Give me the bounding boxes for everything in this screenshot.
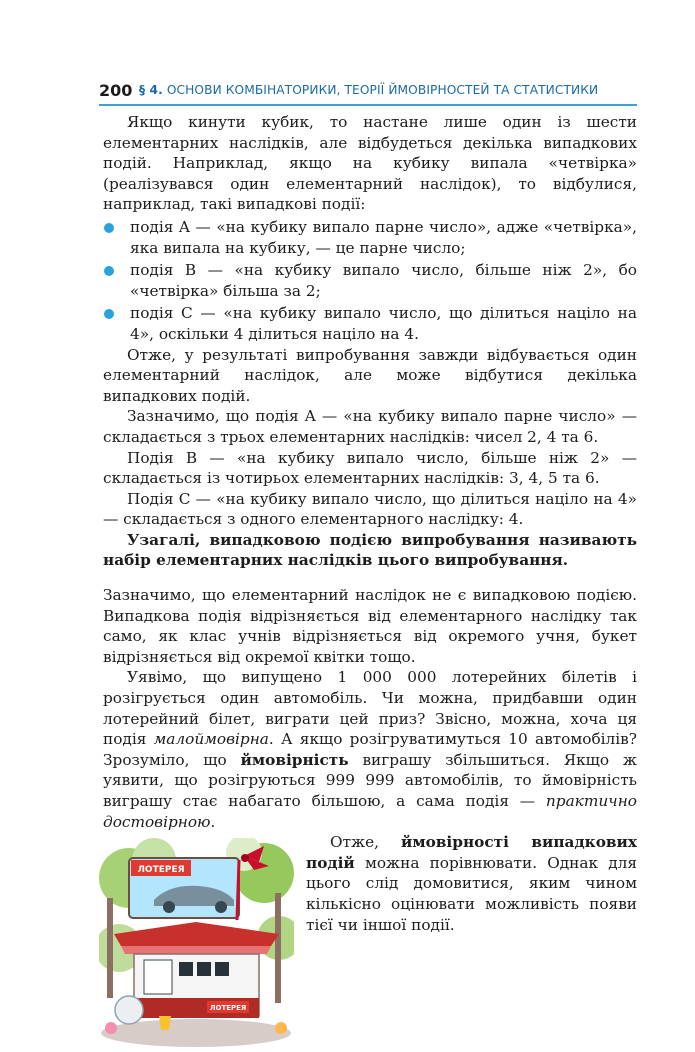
paragraph: Зазначимо, що елементарний наслідок не є випадковою подією. Випадкова подія відрізняється від елементарного наслідку так само, як клас учнів відрізняється від окремого учня, букет відрізняється від окремої квітки тощо. <box>103 586 637 666</box>
emphasis: малоймовірна <box>153 730 269 749</box>
bullet-icon <box>104 223 114 233</box>
section-name: ОСНОВИ КОМБІНАТОРИКИ, ТЕОРІЇ ЙМОВІРНОСТЕЙ ТА СТАТИСТИКИ <box>166 83 599 97</box>
paragraph: Подія C — «на кубику випало число, що ділиться націло на 4» — складається з одного елементарного наслідку: 4. <box>103 489 637 529</box>
list-item <box>103 217 637 258</box>
paragraph: Уявімо, що випущено 1 000 000 лотерейних білетів і розігрується один автомобіль. Чи можна, придбавши один лотерейний білет, виграти цей приз? Звісно, можна, хоча ця подія малоймовірна. А якщо розігруватимуться 10 автомобілів? Зрозуміло, що ймовірність виграшу збільшиться. Якщо ж уявити, що розігруються 999 999 автомобілів, то ймовірність виграшу стає набагато більшою, а сама подія — практично достовірною. <box>103 668 637 831</box>
bullet-icon <box>104 266 114 276</box>
booth-text: ЛОТЕРЕЯ <box>209 1004 247 1013</box>
list-item-text: подія A — «на кубику випало парне число», адже «четвірка», яка випала на кубику, — це парне число; <box>130 217 637 257</box>
key-term: ймовірності випадкових подій <box>306 833 637 872</box>
paragraph: Зазначимо, що подія A — «на кубику випало парне число» — складається з трьох елементарних наслідків: чисел 2, 4 та 6. <box>103 407 637 446</box>
definition: Узагалі, випадковою подією випробування називають набір елементарних наслідків цього випробування. <box>103 530 637 570</box>
list-item <box>103 260 637 301</box>
section-mark: § 4. <box>139 83 163 97</box>
list-item-text: подія C — «на кубику випало число, що ділиться націло на 4», оскільки 4 ділиться націло на 4. <box>130 304 637 343</box>
event-list <box>103 217 637 345</box>
list-item-text: подія B — «на кубику випало число, більше ніж 2», бо «четвірка» більша за 2; <box>130 261 637 300</box>
header-rule <box>99 104 637 106</box>
bullet-icon <box>104 309 114 319</box>
paragraph: Отже, ймовірності випадкових подій можна порівнювати. Однак для цього слід домовитися, яким чином кількісно оцінювати можливість появи тієї чи іншої події. <box>306 833 637 934</box>
page-body <box>103 112 637 1052</box>
lottery-kiosk-illustration <box>99 838 294 1048</box>
paragraph: Подія B — «на кубику випало число, більше ніж 2» — складається із чотирьох елементарних наслідків: 3, 4, 5 та 6. <box>103 448 637 488</box>
page-number: 200 <box>99 81 133 100</box>
paragraph: Якщо кинути кубик, то настане лише один із шести елементарних наслідків, але відбудеться декілька випадкових подій. Наприклад, якщо на кубику випала «четвірка» (реалізувався один елементарний наслідок), то відбулися, наприклад, такі випадкові події: <box>103 113 637 214</box>
paragraph: Отже, у результаті випробування завжди відбувається один елементарний наслідок, але може відбутися декілька випадкових подій. <box>103 345 637 405</box>
emphasis: практично достовірною <box>103 792 637 831</box>
illustration-wrap <box>103 832 637 1013</box>
key-term: ймовірність <box>240 750 349 769</box>
list-item <box>103 303 637 344</box>
section-title <box>139 83 598 97</box>
sign-text: ЛОТЕРЕЯ <box>137 865 185 876</box>
page-header <box>99 80 637 104</box>
